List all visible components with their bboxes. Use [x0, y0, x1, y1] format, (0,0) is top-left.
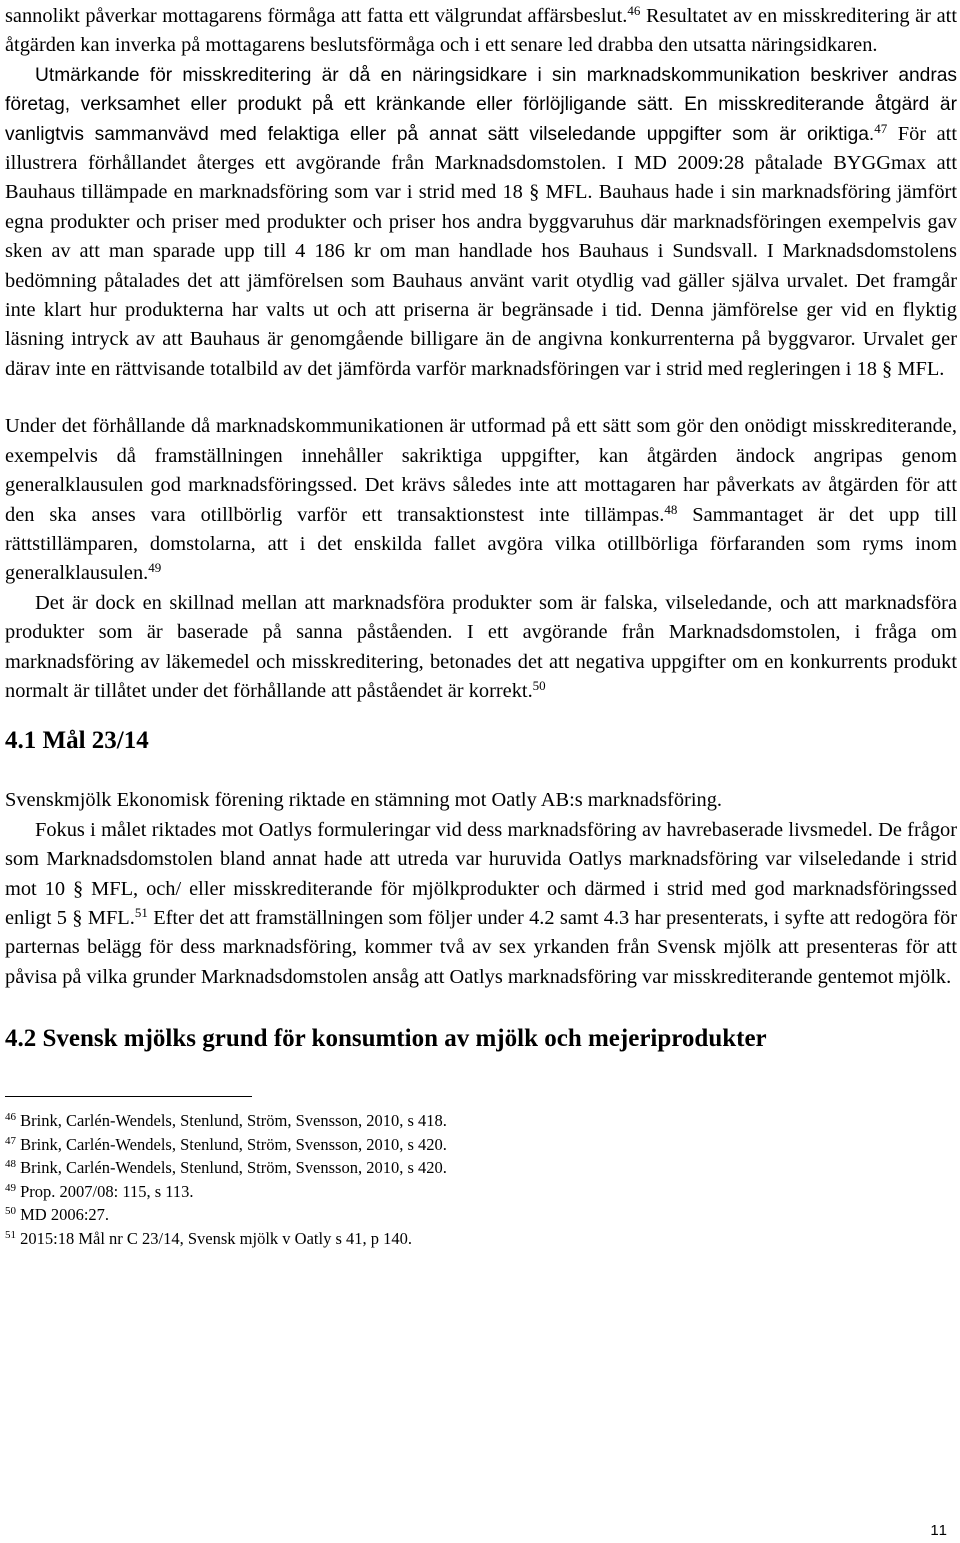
- footnote: [5, 1133, 957, 1157]
- footnote-number: 51: [5, 1228, 16, 1241]
- text-run: Resultatet av en misskreditering är att åtgärden kan inverka på mottagarens beslutsförmåga och i ett senare led drabba den utsatta näringsidkaren.: [5, 5, 957, 57]
- footnote-number: 50: [5, 1205, 16, 1218]
- footnote-text: 2015:18 Mål nr C 23/14, Svensk mjölk v Oatly s 41, p 140.: [20, 1228, 412, 1248]
- footnote-text: Brink, Carlén-Wendels, Stenlund, Ström, Svensson, 2010, s 420.: [20, 1134, 447, 1154]
- footnote: [5, 1227, 957, 1251]
- text-run: Det är dock en skillnad mellan att marknadsföra produkter som är falska, vilseledande, och att marknadsföra produkter som är baserade på sanna påståenden. I ett avgörande från Marknadsdomstolen, i fråga om marknadsföring av läkemedel och misskreditering, betonades det att negativa uppgifter om en konkurrents produkt normalt är tillåtet under det förhållande att påståendet är korrekt.: [5, 591, 957, 702]
- paragraph-2: [5, 61, 957, 384]
- footnote: [5, 1203, 957, 1227]
- footnote-number: 47: [5, 1134, 16, 1147]
- footnote: [5, 1180, 957, 1204]
- footnote-number: 46: [5, 1111, 16, 1124]
- paragraph-3: [5, 412, 957, 588]
- paragraph-5: Svenskmjölk Ekonomisk förening riktade en stämning mot Oatly AB:s marknadsföring.: [5, 789, 722, 812]
- text-run: Fokus i målet riktades mot Oatlys formuleringar vid dess marknadsföring av havrebaserade livsmedel. De frågor som Marknadsdomstolen bland annat hade att utreda var huruvida Oatlys marknadsföring var vilseledande i strid mot 10 § MFL, och/ eller misskrediterande för mjölkprodukter och därmed i strid med god marknadsföringssed enligt 5 § MFL.: [5, 818, 957, 929]
- footnote-text: Prop. 2007/08: 115, s 113.: [20, 1181, 194, 1201]
- footnote-text: Brink, Carlén-Wendels, Stenlund, Ström, Svensson, 2010, s 418.: [20, 1111, 447, 1131]
- page-number: 11: [930, 1522, 948, 1539]
- footnote-ref-51[interactable]: 51: [134, 904, 148, 920]
- section-heading-4-1: 4.1 Mål 23/14: [5, 727, 149, 755]
- footnote-number: 48: [5, 1158, 16, 1171]
- section-heading-4-2: 4.2 Svensk mjölks grund för konsumtion av mjölk och mejeriprodukter: [5, 1025, 767, 1053]
- footnote-ref-46[interactable]: 46: [627, 3, 641, 18]
- footnote-separator: [5, 1096, 252, 1097]
- text-run: Under det förhållande då marknadskommunikationen är utformad på ett sätt som gör den onödigt misskrediterande, exempelvis då framställningen innehåller sakriktiga uppgifter, kan åtgärden ändock angripas genom generalklausulen god marknadsföringssed. Det krävs således inte att mottagaren har påverkats av åtgärden för att den ska anses vara otillbörlig varför ett transaktionstest inte tillämpas.: [5, 415, 957, 526]
- text-run: sannolikt påverkar mottagarens förmåga att fatta ett välgrundat affärsbeslut.: [5, 5, 628, 27]
- footnote-text: MD 2006:27.: [20, 1205, 110, 1225]
- document-page: [5, 2, 957, 1250]
- paragraph-6: [5, 816, 957, 992]
- footnote-number: 49: [5, 1181, 16, 1194]
- footnote: [5, 1156, 957, 1180]
- paragraph-4: [5, 589, 957, 707]
- footnote: [5, 1109, 957, 1133]
- footnote-ref-47[interactable]: 47: [874, 120, 888, 136]
- footnote-ref-49[interactable]: 49: [148, 560, 162, 576]
- text-run: Efter det att framställningen som följer under 4.2 samt 4.3 har presenterats, i syfte att redogöra för parternas belägg för dess marknadsföring, kommer två av sex yrkanden från Svensk mjölk att presenteras för att påvisa på vilka grunder Marknadsdomstolen ansåg att Oatlys marknadsföring var misskrediterande gentemot mjölk.: [5, 906, 957, 988]
- paragraph-1: [5, 2, 957, 61]
- footnote-ref-50[interactable]: 50: [532, 677, 546, 693]
- text-run: En misskrediterande åtgärd är vanligtvis sammanvävd med felaktiga eller på annat sätt vilseledande uppgifter som är oriktiga.: [5, 94, 957, 145]
- footnote-ref-48[interactable]: 48: [664, 501, 678, 517]
- text-run: Utmärkande för misskreditering är då en näringsidkare i sin marknadskommunikation beskriver andras företag, verksamhet eller produkt på ett kränkande eller förlöjligande sätt.: [5, 64, 957, 116]
- footnote-list: [5, 1109, 957, 1250]
- text-run: Sammantaget är det upp till rättstillämparen, domstolarna, att i det enskilda fallet avgöra vilka otillbörliga förfaranden som ryms inom generalklausulen.: [5, 503, 957, 585]
- footnote-text: Brink, Carlén-Wendels, Stenlund, Ström, Svensson, 2010, s 420.: [20, 1158, 447, 1178]
- text-run: För att illustrera förhållandet återges ett avgörande från Marknadsdomstolen. I MD 2009:28 påtalade BYGGmax att Bauhaus tillämpade en marknadsföring som var i strid med 18 § MFL. Bauhaus hade i sin marknadsföring jämfört egna produkter och priser med produkter och priser hos andra byggvaruhus där marknadsföringen exempelvis gav sken av att man sparade upp till 4 186 kr om man handlade hos Bauhaus i Sundsvall. I Marknadsdomstolens bedömning påtalades det att jämförelsen som Bauhaus använt varit otydlig vad gäller själva urvalet. Det framgår inte klart hur produkterna har valts ut och att priserna är begränsade i tid. Denna jämförelse ger vid en flyktig läsning intryck av att Bauhaus är genomgående billigare än de angivna konkurrenterna på byggvaror. Urvalet ger därav inte en rättvisande totalbild av det jämförda varför marknadsföringen var i strid med regleringen i 18 § MFL.: [5, 122, 957, 380]
